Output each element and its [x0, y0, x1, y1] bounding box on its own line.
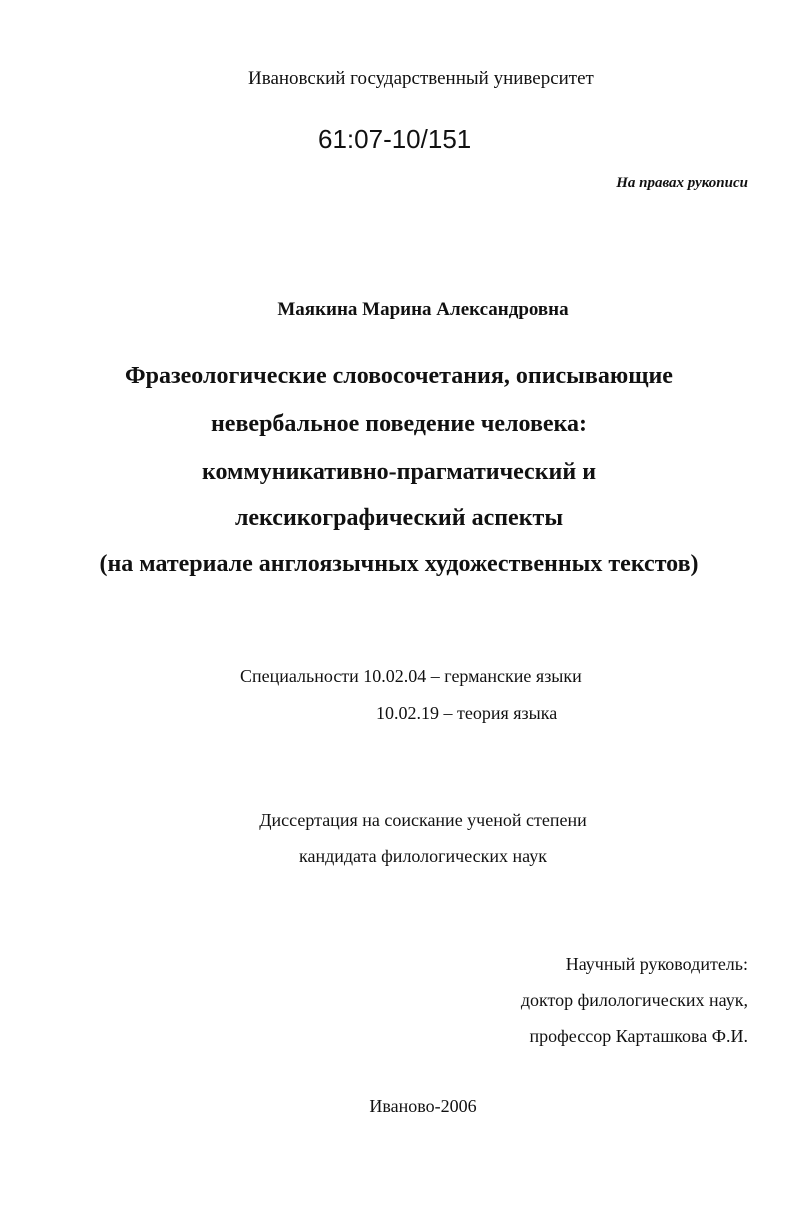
- specialty-line: 10.02.19 – теория языка: [376, 703, 558, 723]
- supervisor-line: доктор филологических наук,: [520, 990, 748, 1010]
- supervisor-line: профессор Карташкова Ф.И.: [529, 1026, 748, 1046]
- city-year: Иваново-2006: [369, 1096, 477, 1116]
- title-line: коммуникативно-прагматический и: [201, 459, 597, 485]
- author-name: Маякина Марина Александровна: [277, 299, 569, 320]
- degree-line: кандидата филологических наук: [299, 846, 547, 866]
- title-line: Фразеологические словосочетания, описывающие: [125, 363, 673, 389]
- catalog-code: 61:07-10/151: [318, 124, 472, 154]
- rights-note: На правах рукописи: [616, 175, 748, 191]
- title-line: лексикографический аспекты: [234, 505, 564, 531]
- degree-line: Диссертация на соискание ученой степени: [259, 810, 587, 830]
- title-line: (на материале англоязычных художественных текстов): [99, 551, 699, 577]
- university-name: Ивановский государственный университет: [248, 68, 594, 89]
- supervisor-line: Научный руководитель:: [565, 954, 748, 974]
- specialty-line: Специальности 10.02.04 – германские языки: [240, 666, 582, 686]
- title-line: невербальное поведение человека:: [210, 411, 588, 437]
